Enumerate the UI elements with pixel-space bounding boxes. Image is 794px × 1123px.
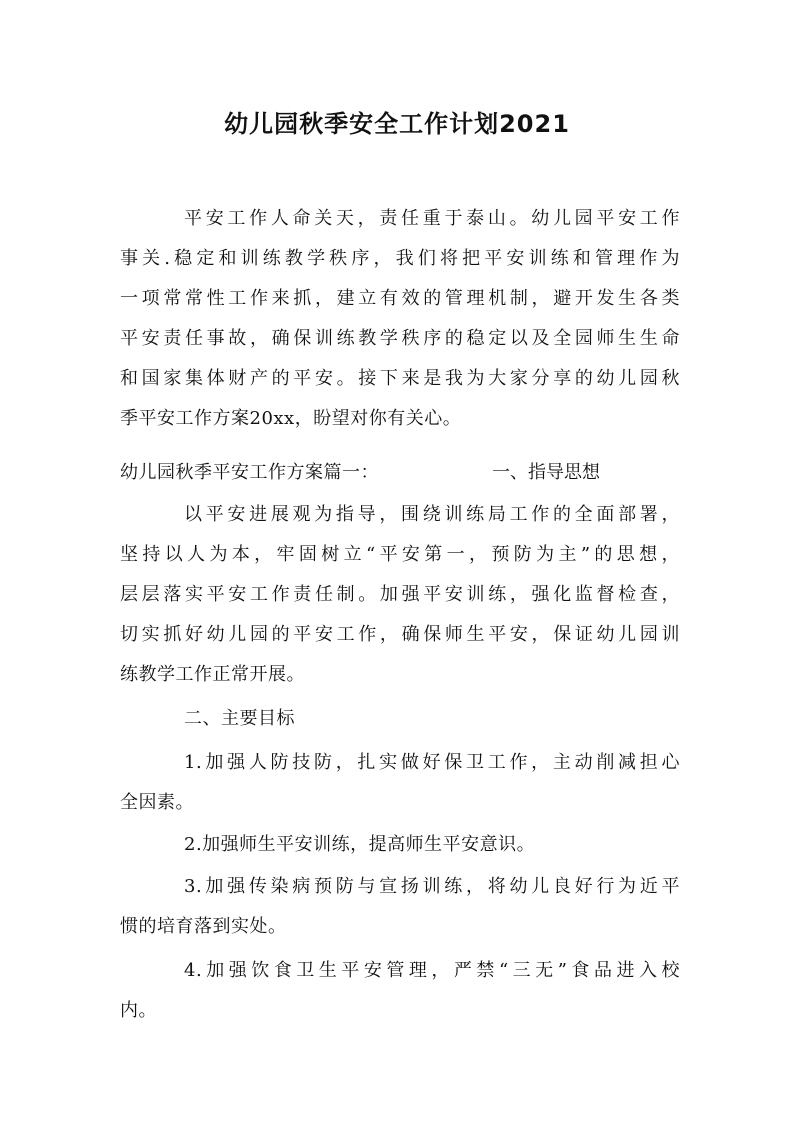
- goal-line-5: 惯的培育落到实处。: [120, 916, 287, 937]
- intro-line-4: 平安责任事故，确保训练教学秩序的稳定以及全园师生生命: [120, 328, 680, 349]
- goals-heading: 二、主要目标: [184, 708, 295, 729]
- plan-heading-left: 幼儿园秋季平安工作方案篇一：: [120, 462, 379, 483]
- document-title: 幼儿园秋季安全工作计划2021: [224, 110, 570, 138]
- intro-line-2: 事关.稳定和训练教学秩序，我们将把平安训练和管理作为: [120, 248, 680, 269]
- goal-line-6: 4.加强饮食卫生平安管理，严禁“三无”食品进入校: [184, 960, 680, 981]
- goal-line-4: 3.加强传染病预防与宣扬训练，将幼儿良好行为近平: [184, 876, 680, 897]
- guiding-line-2: 坚持以人为本，牢固树立“平安第一，预防为主”的思想，: [120, 544, 680, 565]
- intro-line-5: 和国家集体财产的平安。接下来是我为大家分享的幼儿园秋: [120, 368, 680, 389]
- intro-line-1: 平安工作人命关天，责任重于泰山。幼儿园平安工作: [184, 208, 680, 229]
- plan-heading-right: 一、指导思想: [492, 462, 600, 483]
- guiding-line-4: 切实抓好幼儿园的平安工作，确保师生平安，保证幼儿园训: [120, 624, 680, 645]
- goal-line-3: 2.加强师生平安训练，提高师生平安意识。: [184, 834, 536, 855]
- goal-line-7: 内。: [120, 1000, 157, 1021]
- goal-line-2: 全因素。: [120, 792, 194, 813]
- intro-line-3: 一项常常性工作来抓，建立有效的管理机制，避开发生各类: [120, 288, 680, 309]
- guiding-line-3: 层层落实平安工作责任制。加强平安训练，强化监督检查，: [120, 584, 680, 605]
- goal-line-1: 1.加强人防技防，扎实做好保卫工作，主动削减担心: [184, 752, 680, 773]
- guiding-line-1: 以平安进展观为指导，围绕训练局工作的全面部署，: [184, 504, 680, 525]
- intro-line-6: 季平安工作方案20xx，盼望对你有关心。: [120, 408, 462, 429]
- guiding-line-5: 练教学工作正常开展。: [120, 664, 305, 685]
